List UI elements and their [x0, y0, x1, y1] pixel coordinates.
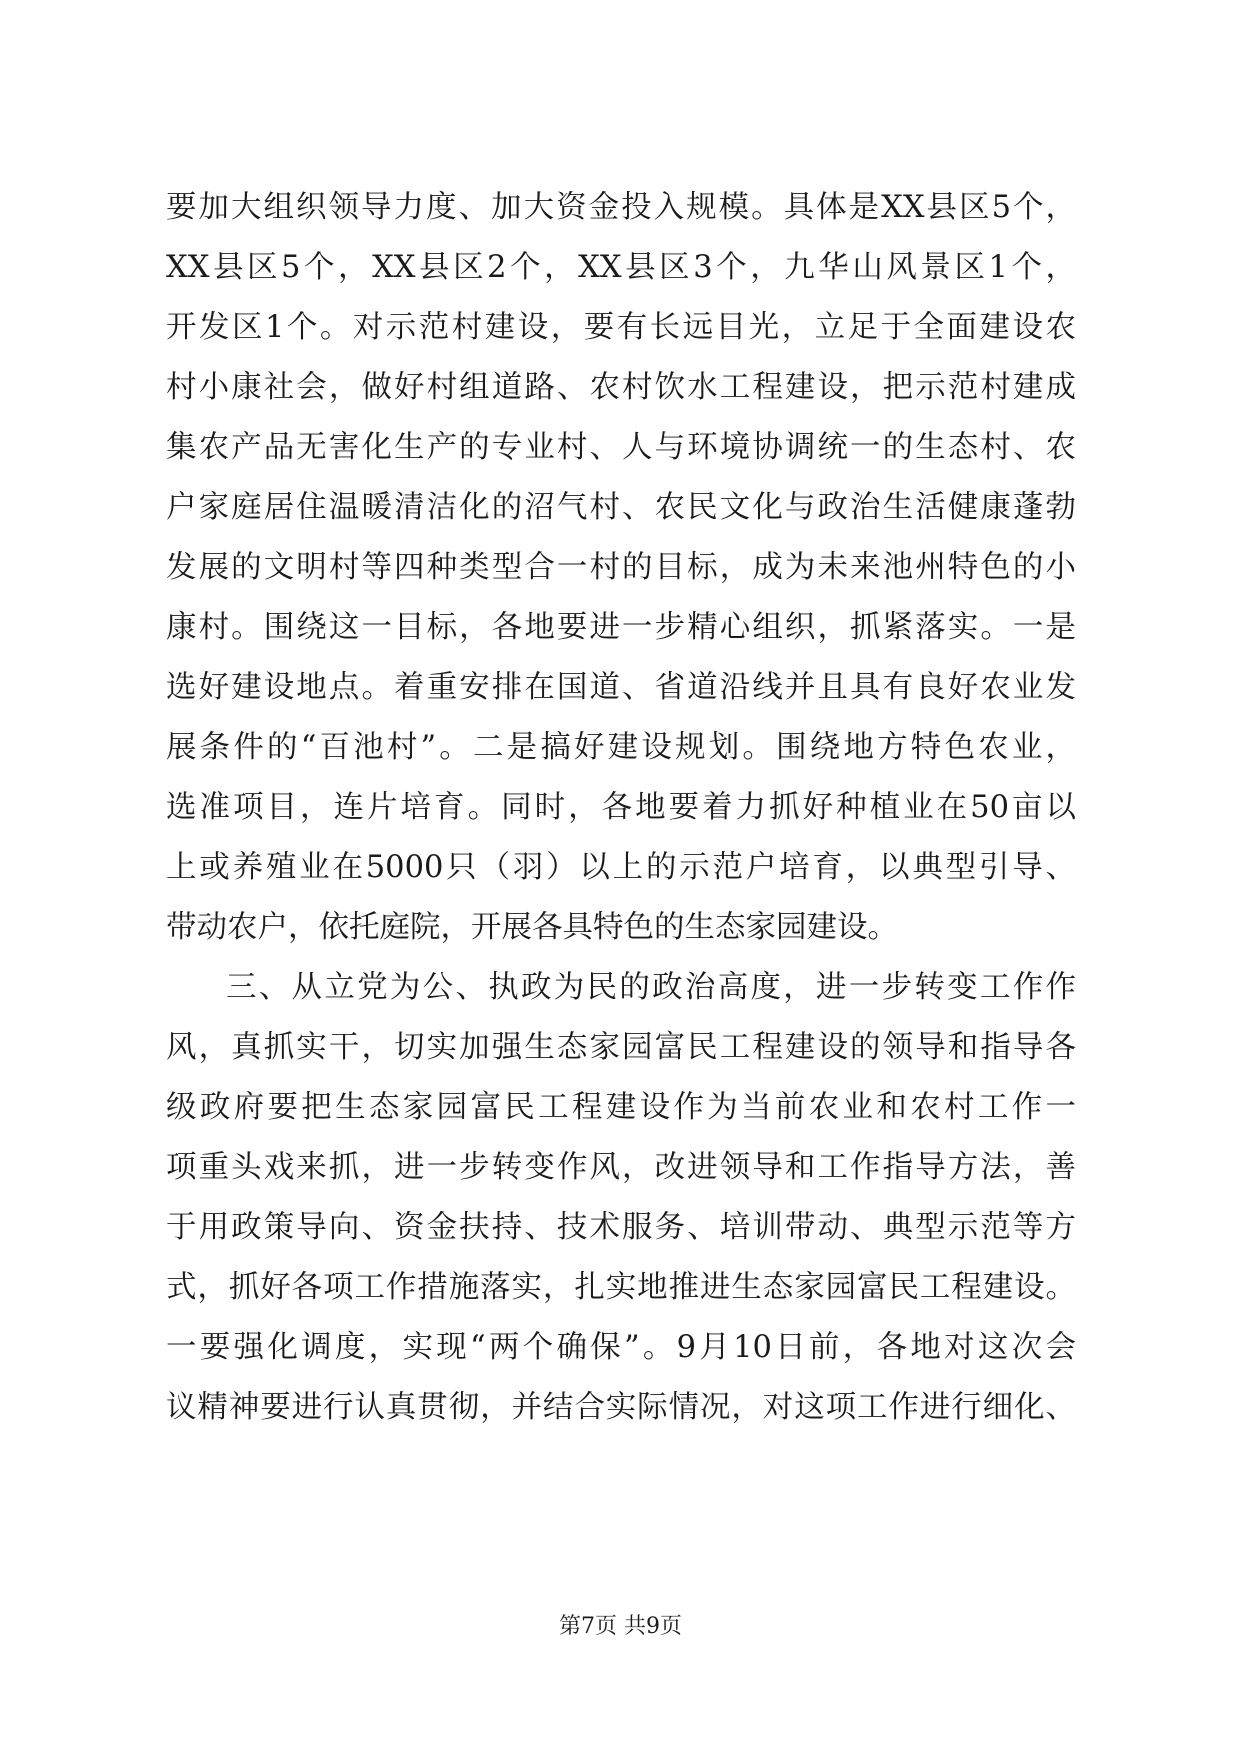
body-line: 要加大组织领导力度、加大资金投入规模。具体是XX县区5个， — [166, 190, 1076, 225]
body-line: 议精神要进行认真贯彻，并结合实际情况，对这项工作进行细化、 — [166, 1390, 1076, 1425]
body-line: 选准项目，连片培育。同时，各地要着力抓好种植业在50亩以 — [166, 790, 1076, 825]
body-line: 发展的文明村等四种类型合一村的目标，成为未来池州特色的小 — [166, 550, 1076, 585]
page-number-footer: 第7页 共9页 — [559, 1614, 682, 1639]
body-line: 康村。围绕这一目标，各地要进一步精心组织，抓紧落实。一是 — [166, 610, 1076, 645]
body-line: 村小康社会，做好村组道路、农村饮水工程建设，把示范村建成 — [166, 370, 1076, 405]
body-line: 户家庭居住温暖清洁化的沼气村、农民文化与政治生活健康蓬勃 — [166, 490, 1076, 525]
body-line: 选好建设地点。着重安排在国道、省道沿线并且具有良好农业发 — [166, 670, 1076, 705]
body-line: 带动农户，依托庭院，开展各具特色的生态家园建设。 — [166, 910, 898, 945]
body-line: 一要强化调度，实现“两个确保”。9月10日前，各地对这次会 — [166, 1330, 1076, 1365]
body-line: 于用政策导向、资金扶持、技术服务、培训带动、典型示范等方 — [166, 1210, 1076, 1245]
body-line: 展条件的“百池村”。二是搞好建设规划。围绕地方特色农业， — [166, 730, 1076, 765]
body-line: 风，真抓实干，切实加强生态家园富民工程建设的领导和指导各 — [166, 1030, 1076, 1065]
body-line: 开发区1个。对示范村建设，要有长远目光，立足于全面建设农 — [166, 310, 1076, 345]
body-line: 级政府要把生态家园富民工程建设作为当前农业和农村工作一 — [166, 1090, 1076, 1125]
body-line: 项重头戏来抓，进一步转变作风，改进领导和工作指导方法，善 — [166, 1150, 1076, 1185]
body-line: 集农产品无害化生产的专业村、人与环境协调统一的生态村、农 — [166, 430, 1076, 465]
body-line: 上或养殖业在5000只（羽）以上的示范户培育，以典型引导、 — [166, 850, 1076, 885]
body-line: 式，抓好各项工作措施落实，扎实地推进生态家园富民工程建设。 — [166, 1270, 1076, 1305]
paragraph-start-line: 三、从立党为公、执政为民的政治高度，进一步转变工作作 — [226, 970, 1076, 1005]
body-line: XX县区5个，XX县区2个，XX县区3个，九华山风景区1个， — [166, 250, 1076, 285]
